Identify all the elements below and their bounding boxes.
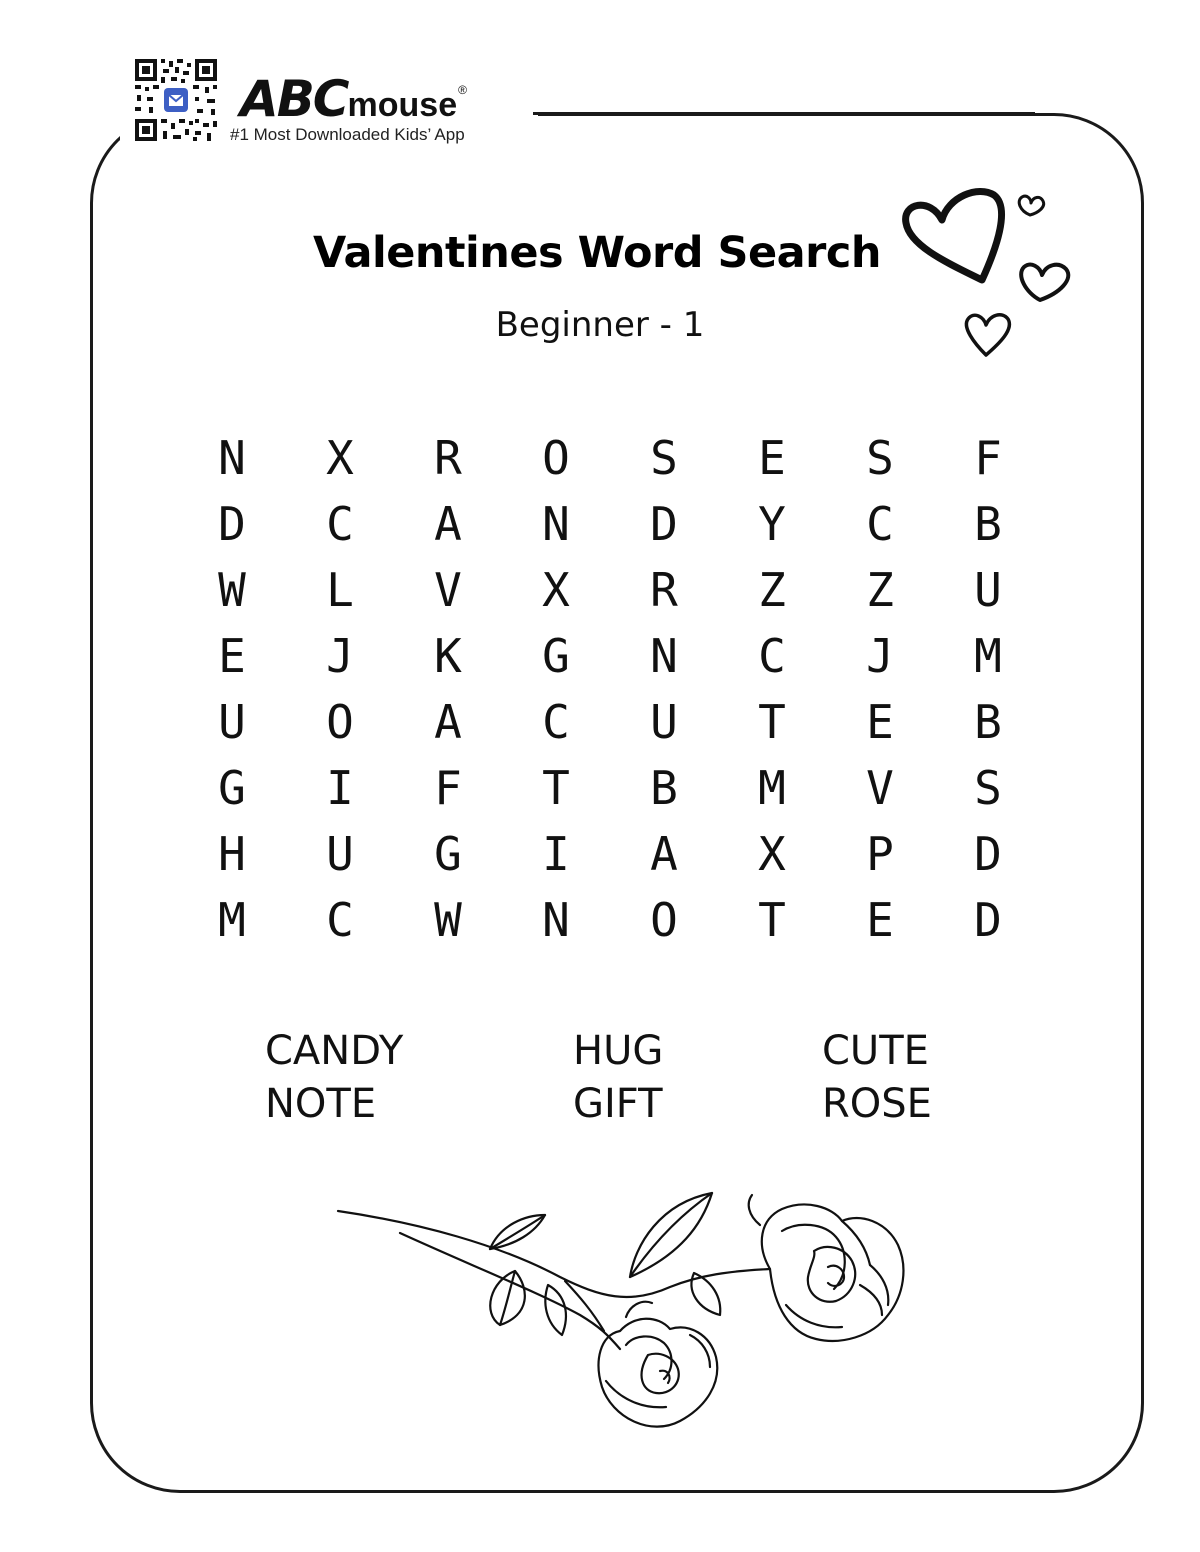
grid-letter[interactable]: X [542, 563, 570, 617]
grid-letter[interactable]: X [326, 431, 354, 485]
grid-letter[interactable]: U [650, 695, 678, 749]
grid-letter[interactable]: B [650, 761, 678, 815]
grid-letter[interactable]: C [758, 629, 786, 683]
grid-letter[interactable]: N [218, 431, 246, 485]
grid-letter[interactable]: H [218, 827, 246, 881]
logo-abc: ABC [240, 70, 348, 128]
grid-letter[interactable]: A [434, 695, 462, 749]
grid-letter[interactable]: E [218, 629, 246, 683]
grid-letter[interactable]: S [650, 431, 678, 485]
grid-letter[interactable]: F [974, 431, 1002, 485]
page-title: Valentines Word Search [313, 228, 881, 278]
grid-letter[interactable]: K [434, 629, 462, 683]
word-item: GIFT [573, 1081, 663, 1127]
grid-letter[interactable]: C [326, 893, 354, 947]
abcmouse-logo [240, 70, 467, 128]
logo-mouse: mouse [347, 86, 458, 124]
grid-letter[interactable]: N [542, 893, 570, 947]
hearts-icon [890, 175, 1090, 365]
grid-letter[interactable]: G [542, 629, 570, 683]
grid-letter[interactable]: S [866, 431, 894, 485]
grid-letter[interactable]: G [434, 827, 462, 881]
grid-letter[interactable]: V [866, 761, 894, 815]
grid-letter[interactable]: X [758, 827, 786, 881]
grid-letter[interactable]: N [650, 629, 678, 683]
grid-letter[interactable]: E [758, 431, 786, 485]
word-list-column [573, 1025, 663, 1131]
grid-letter[interactable]: R [650, 563, 678, 617]
grid-letter[interactable]: Z [866, 563, 894, 617]
word-item: CANDY [265, 1028, 404, 1074]
grid-letter[interactable]: A [434, 497, 462, 551]
word-list-column [265, 1025, 403, 1131]
grid-letter[interactable]: Z [758, 563, 786, 617]
grid-letter[interactable]: U [218, 695, 246, 749]
grid-letter[interactable]: L [326, 563, 354, 617]
grid-letter[interactable]: I [326, 761, 354, 815]
grid-letter[interactable]: O [542, 431, 570, 485]
grid-letter[interactable]: S [974, 761, 1002, 815]
word-item: NOTE [265, 1081, 377, 1127]
grid-letter[interactable]: C [866, 497, 894, 551]
grid-letter[interactable]: M [218, 893, 246, 947]
grid-letter[interactable]: B [974, 695, 1002, 749]
grid-letter[interactable]: C [542, 695, 570, 749]
grid-letter[interactable]: R [434, 431, 462, 485]
grid-letter[interactable]: W [434, 893, 462, 947]
grid-letter[interactable]: E [866, 893, 894, 947]
grid-letter[interactable]: Y [758, 497, 786, 551]
rose-icon [330, 1185, 910, 1445]
grid-letter[interactable]: J [866, 629, 894, 683]
grid-letter[interactable]: M [758, 761, 786, 815]
grid-letter[interactable]: I [542, 827, 570, 881]
word-list [0, 1025, 1200, 1145]
grid-letter[interactable]: N [542, 497, 570, 551]
grid-letter[interactable]: J [326, 629, 354, 683]
word-search-grid[interactable] [178, 425, 1042, 953]
grid-letter[interactable]: D [218, 497, 246, 551]
grid-letter[interactable]: D [650, 497, 678, 551]
word-list-column [822, 1025, 932, 1131]
word-item: ROSE [822, 1081, 932, 1127]
grid-letter[interactable]: F [434, 761, 462, 815]
grid-letter[interactable]: A [650, 827, 678, 881]
grid-letter[interactable]: E [866, 695, 894, 749]
header-rule [533, 112, 1035, 115]
logo-registered-mark: ® [458, 83, 467, 97]
grid-letter[interactable]: U [326, 827, 354, 881]
grid-letter[interactable]: W [218, 563, 246, 617]
grid-letter[interactable]: U [974, 563, 1002, 617]
grid-letter[interactable]: C [326, 497, 354, 551]
tagline: #1 Most Downloaded Kids’ App [230, 125, 465, 144]
grid-letter[interactable]: T [542, 761, 570, 815]
grid-letter[interactable]: D [974, 893, 1002, 947]
grid-letter[interactable]: M [974, 629, 1002, 683]
grid-letter[interactable]: B [974, 497, 1002, 551]
word-item: HUG [573, 1028, 664, 1074]
grid-letter[interactable]: P [866, 827, 894, 881]
word-item: CUTE [822, 1028, 929, 1074]
grid-letter[interactable]: G [218, 761, 246, 815]
grid-letter[interactable]: T [758, 893, 786, 947]
grid-letter[interactable]: V [434, 563, 462, 617]
grid-letter[interactable]: T [758, 695, 786, 749]
grid-letter[interactable]: D [974, 827, 1002, 881]
grid-letter[interactable]: O [326, 695, 354, 749]
grid-letter[interactable]: O [650, 893, 678, 947]
level-subtitle: Beginner - 1 [495, 305, 705, 345]
qr-code-icon [133, 57, 219, 143]
